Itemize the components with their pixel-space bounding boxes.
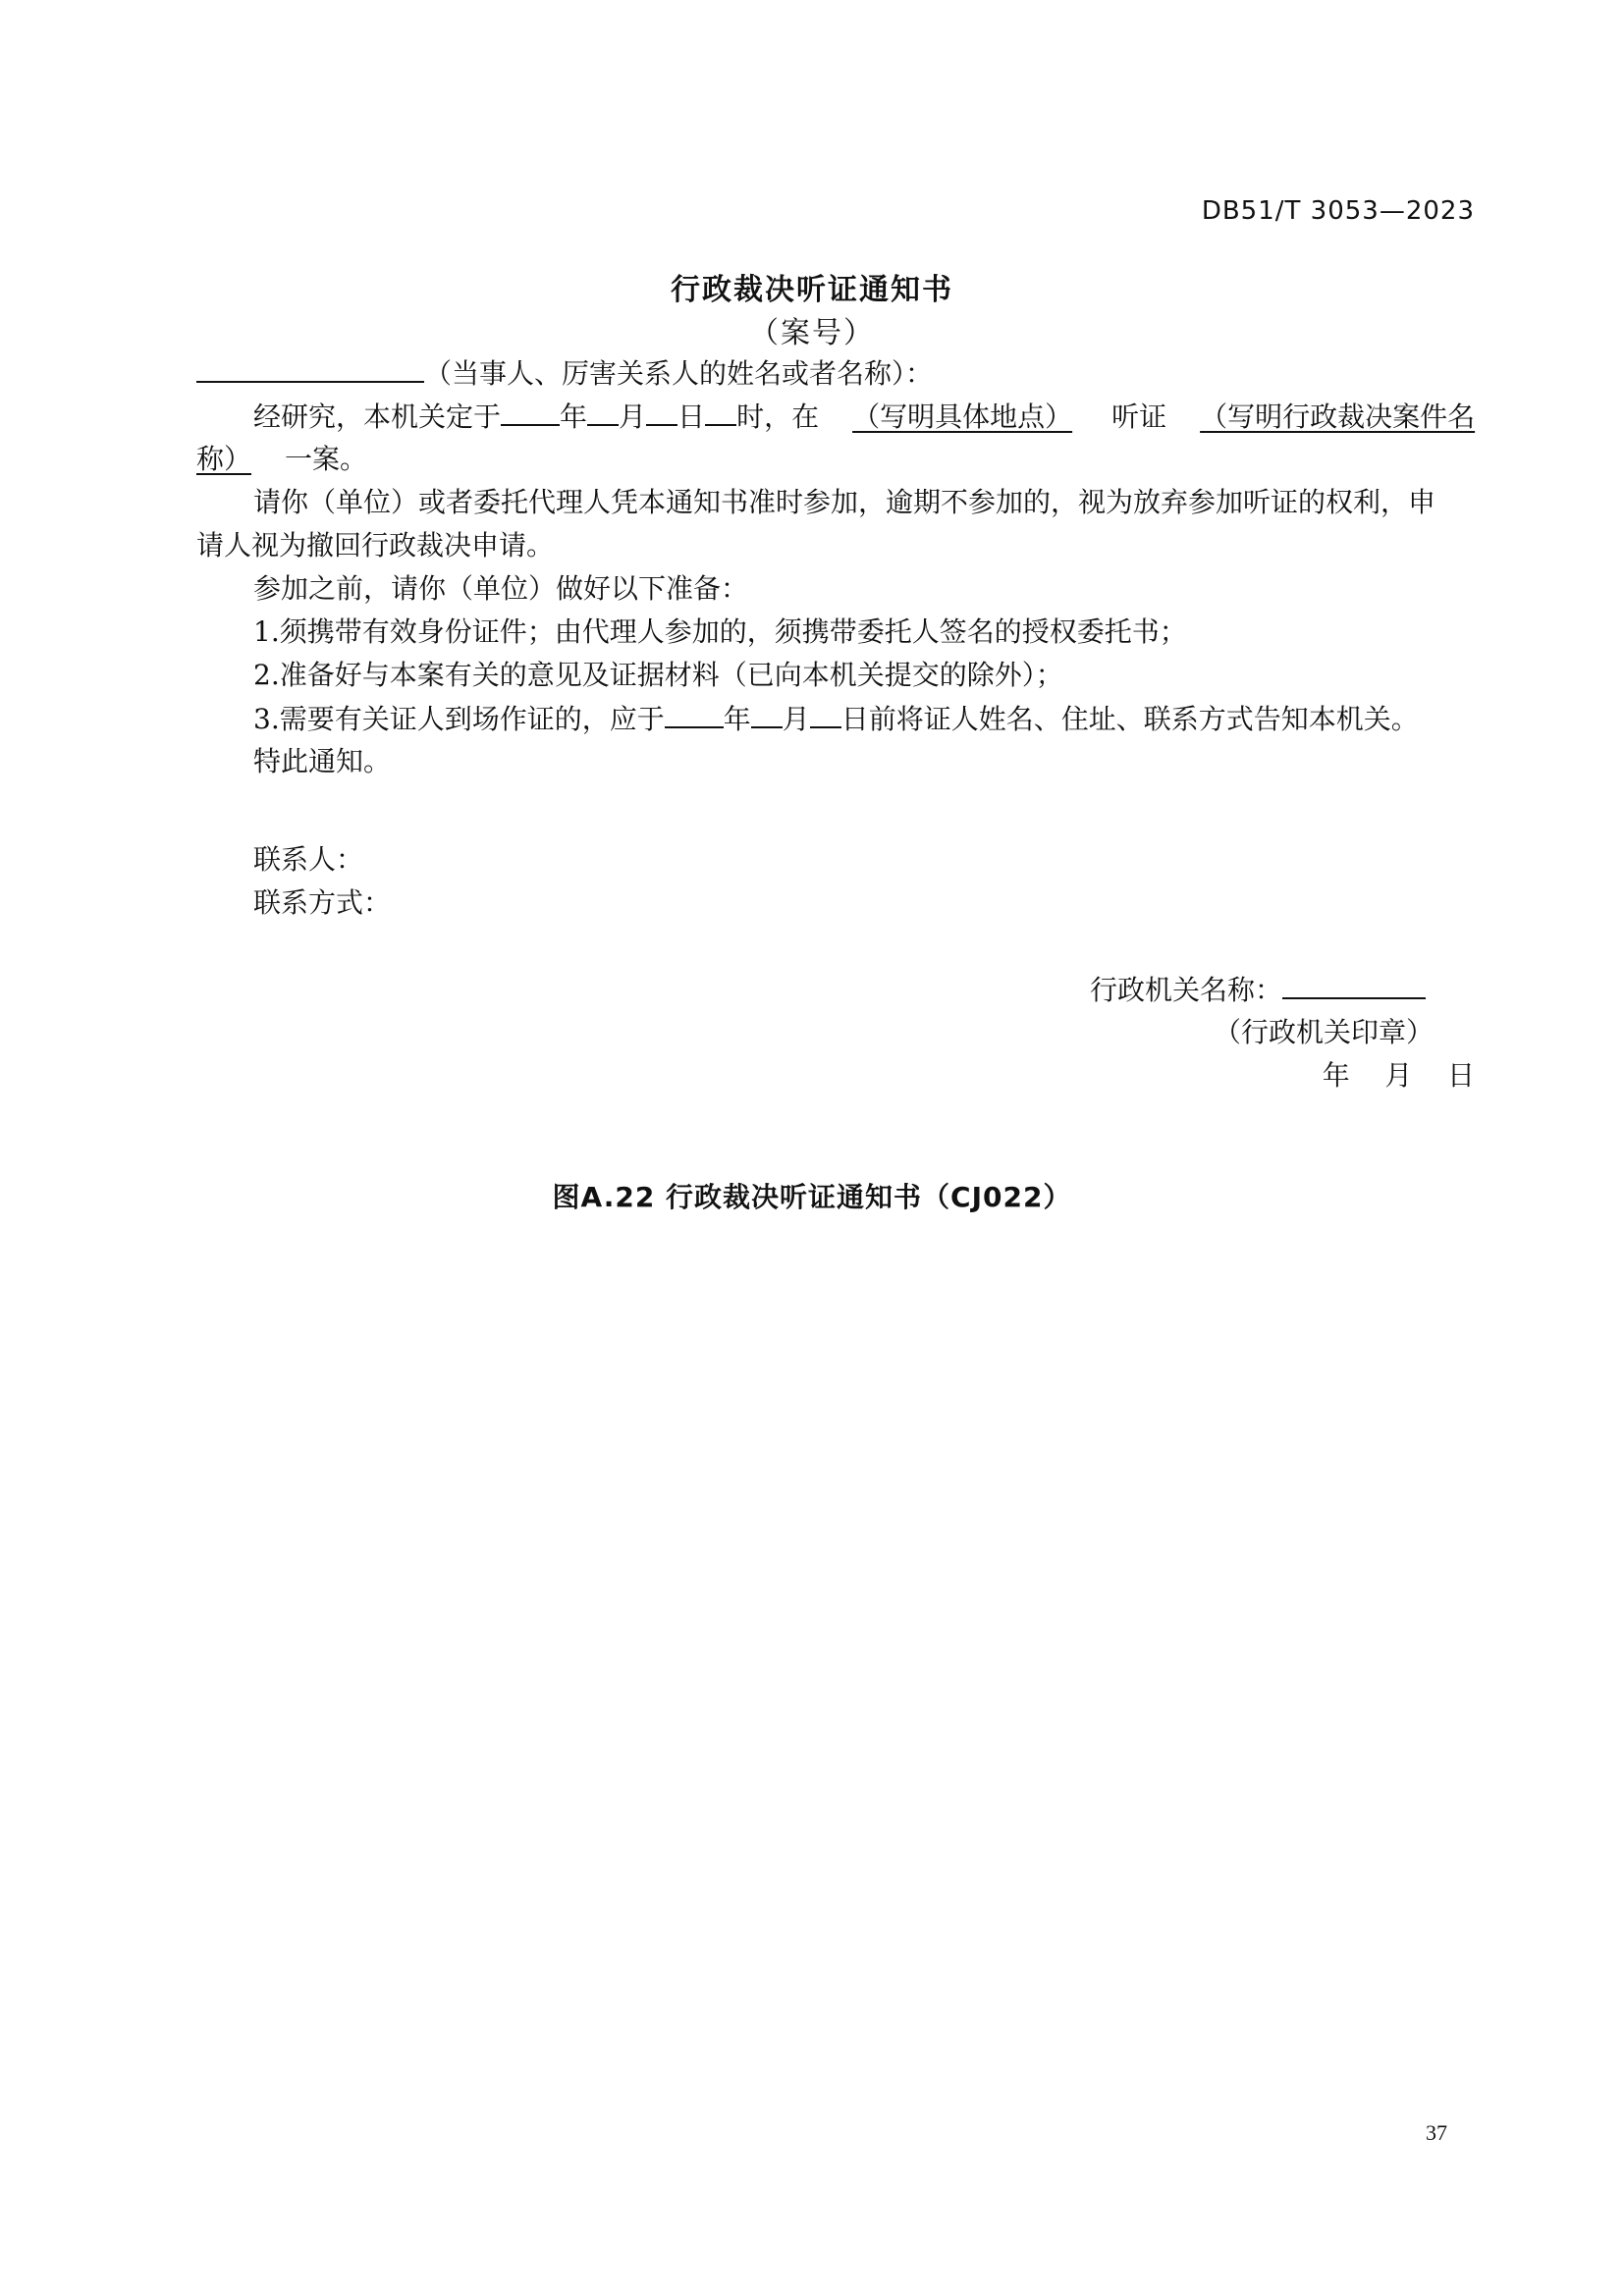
item3-day-blank[interactable] (810, 697, 841, 728)
p1-year: 年 (560, 400, 588, 433)
addressee-line (196, 351, 933, 396)
item-2: 2.准备好与本案有关的意见及证据材料（已向本机关提交的除外）； (253, 659, 1063, 691)
case-name-field-line-2[interactable]: 称） (196, 443, 252, 475)
closing-text: 特此通知。 (253, 745, 392, 777)
paragraph-2-line-1: 请你（单位）或者委托代理人凭本通知书准时参加，逾期不参加的，视为放弃参加听证的权利，申 (253, 486, 1436, 518)
agency-seal-label: （行政机关印章） (1214, 1016, 1435, 1048)
p1-time-at: 时，在 (736, 400, 820, 433)
agency-name-label: 行政机关名称： (1090, 974, 1283, 1006)
figure-caption: 图A.22 行政裁决听证通知书（CJ022） (552, 1181, 1072, 1213)
item3-month-blank[interactable] (751, 697, 783, 728)
item3-prefix: 3.需要有关证人到场作证的，应于 (253, 703, 665, 735)
paragraph-2-line-2: 请人视为撤回行政裁决申请。 (196, 529, 555, 561)
document-title: 行政裁决听证通知书 (671, 273, 953, 307)
case-number: （案号） (749, 316, 875, 350)
day-blank[interactable] (646, 395, 677, 426)
addressee-suffix: （当事人、厉害关系人的姓名或者名称）： (424, 357, 934, 390)
year-blank[interactable] (501, 395, 560, 426)
agency-name-blank[interactable] (1282, 968, 1426, 999)
addressee-blank[interactable] (196, 351, 424, 383)
page-number: 37 (1426, 2120, 1447, 2145)
paragraph-3: 参加之前，请你（单位）做好以下准备： (253, 572, 749, 605)
item3-year-blank[interactable] (665, 697, 724, 728)
paragraph-1-line-1 (253, 395, 1475, 439)
item3-month: 月 (782, 703, 810, 735)
p1-month: 月 (619, 400, 647, 433)
item3-year: 年 (723, 703, 751, 735)
place-field[interactable]: （写明具体地点） (852, 400, 1073, 433)
contact-method-label: 联系方式： (253, 886, 392, 919)
date-line: 年 月 日 (1322, 1059, 1475, 1092)
month-blank[interactable] (587, 395, 619, 426)
p1-suffix: 一案。 (285, 443, 368, 475)
paragraph-1-line-2 (196, 438, 367, 481)
case-name-field-line-1[interactable]: （写明行政裁决案件名 (1200, 400, 1476, 433)
item-1: 1.须携带有效身份证件；由代理人参加的，须携带委托人签名的授权委托书； (253, 615, 1187, 648)
agency-name-line (1090, 968, 1426, 1012)
p1-prefix: 经研究，本机关定于 (253, 400, 502, 433)
item3-suffix: 日前将证人姓名、住址、联系方式告知本机关。 (840, 703, 1419, 735)
standard-code: DB51/T 3053—2023 (1201, 196, 1475, 226)
item-3 (253, 697, 1419, 741)
p1-day: 日 (677, 400, 706, 433)
hour-blank[interactable] (705, 395, 736, 426)
contact-person-label: 联系人： (253, 843, 364, 876)
p1-hearing: 听证 (1111, 400, 1167, 433)
